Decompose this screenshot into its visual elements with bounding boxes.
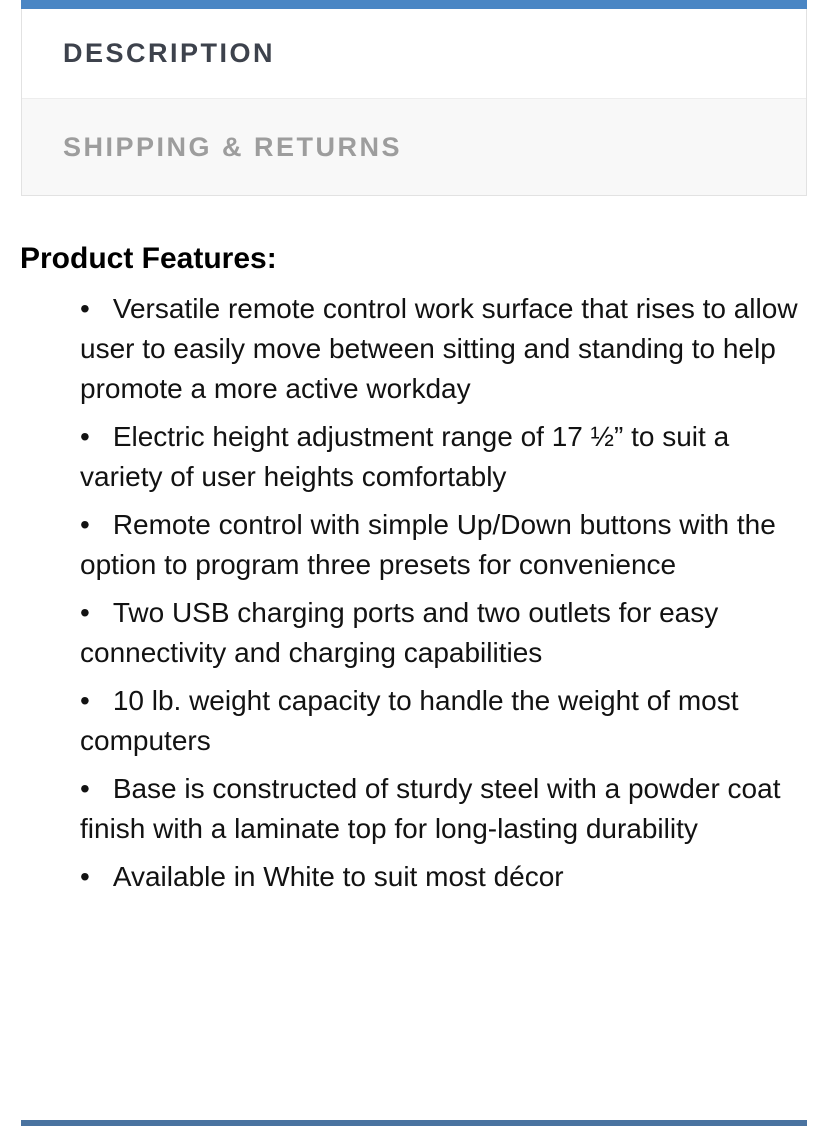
feature-item: • 10 lb. weight capacity to handle the weight of most computers bbox=[80, 681, 808, 761]
tab-description-label: DESCRIPTION bbox=[63, 38, 276, 68]
features-heading: Product Features: bbox=[20, 242, 277, 275]
description-panel bbox=[20, 243, 808, 897]
feature-item: • Available in White to suit most décor bbox=[80, 857, 808, 897]
feature-item: • Electric height adjustment range of 17 ½” to suit a variety of user heights comfortably bbox=[80, 417, 808, 497]
feature-item: • Two USB charging ports and two outlets for easy connectivity and charging capabilities bbox=[80, 593, 808, 673]
bottom-accent-bar bbox=[21, 1120, 807, 1126]
feature-list bbox=[20, 289, 808, 897]
feature-item: • Remote control with simple Up/Down buttons with the option to program three presets for convenience bbox=[80, 505, 808, 585]
top-accent-bar bbox=[21, 0, 807, 9]
product-tabs bbox=[21, 9, 807, 196]
tab-shipping-returns[interactable] bbox=[22, 98, 806, 195]
tab-description[interactable] bbox=[22, 9, 806, 98]
feature-item: • Versatile remote control work surface that rises to allow user to easily move between sitting and standing to help promote a more active workday bbox=[80, 289, 808, 409]
tab-shipping-returns-label: SHIPPING & RETURNS bbox=[63, 131, 403, 162]
feature-item: • Base is constructed of sturdy steel with a powder coat finish with a laminate top for long-lasting durability bbox=[80, 769, 808, 849]
